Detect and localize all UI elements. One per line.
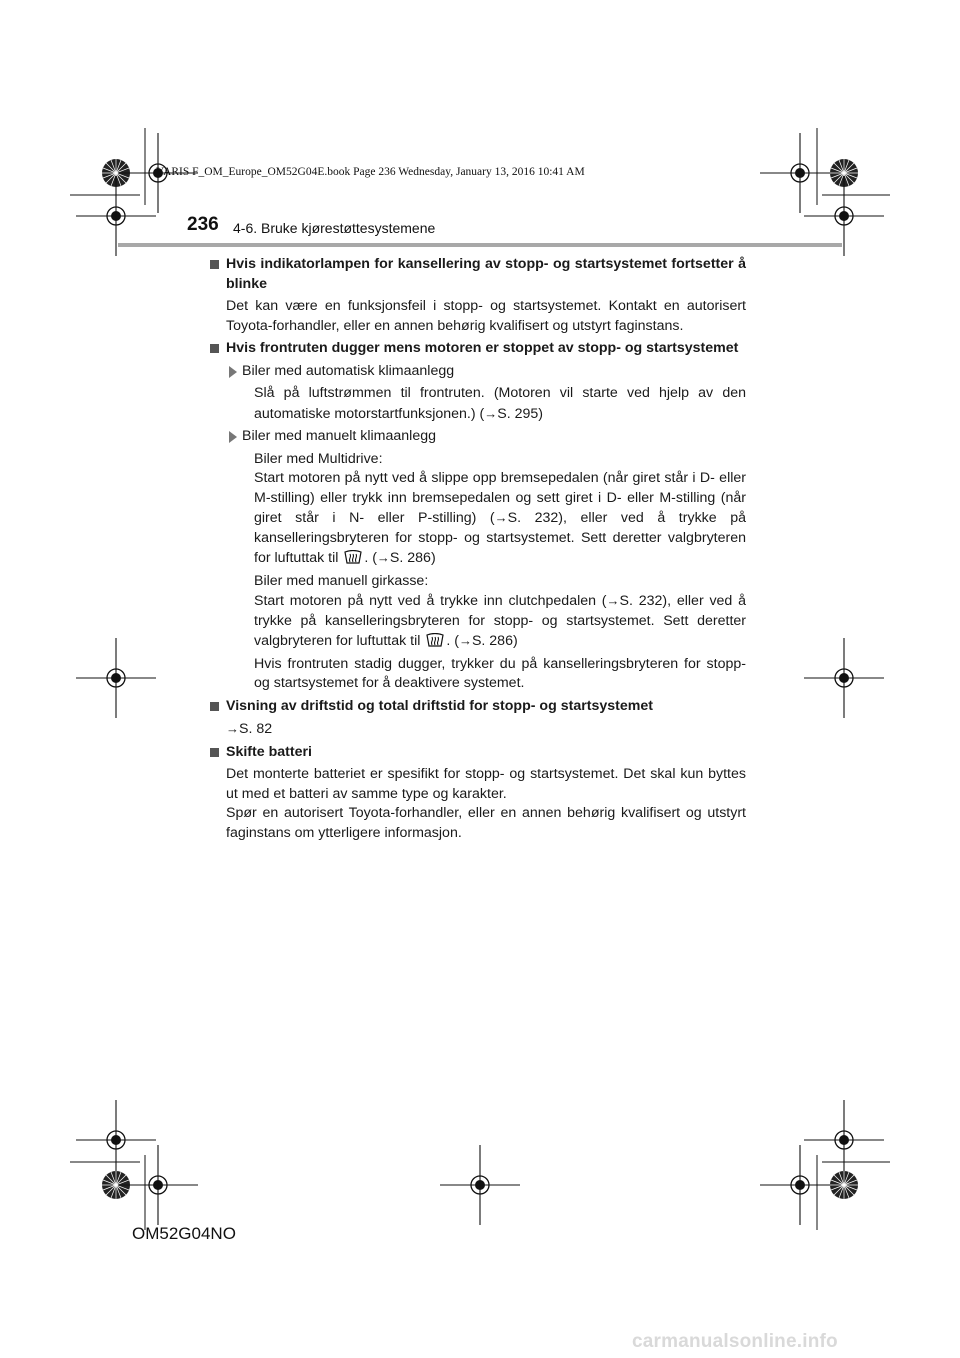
main-content (210, 255, 746, 846)
page-number: 236 (187, 214, 219, 235)
section-title: Visning av driftstid og total driftstid for stopp- og startsystemet (210, 697, 746, 717)
paragraph: Det monterte batteriet er spesifikt for stopp- og startsystemet. Det skal kun byttes ut med et batteri av samme type og karakter. Spør en autorisert Toyota-forhandler, eller en annen behørig kvalifisert og utstyrt faginstans om ytterligere informasjon. (226, 766, 746, 841)
reference-arrow-icon: → (494, 510, 508, 525)
paragraph-manual-gearbox: Biler med manuell girkasse: Start motoren på nytt ved å trykke inn clutchpedalen (→S. 232), eller ved å trykke på kanselleringsbryteren for stopp- og startsystemet. Sett deretter valgbryteren for luftuttak til . (→S. 286) (254, 572, 747, 649)
triangle-bullet-icon (229, 366, 237, 378)
reference-arrow-icon: → (376, 550, 390, 565)
windshield-defroster-icon (426, 633, 444, 647)
square-bullet-icon (210, 748, 219, 757)
section-title: Hvis frontruten dugger mens motoren er stoppet av stopp- og startsystemet (210, 339, 746, 359)
reference-arrow-icon: → (606, 593, 620, 608)
sub-heading-automatic-ac: Biler med automatisk klimaanlegg (226, 362, 746, 382)
triangle-bullet-icon (229, 431, 237, 443)
section-title: Skifte batteri (210, 743, 746, 763)
section-indicator-lamp (210, 255, 746, 336)
book-info-line: YARIS F_OM_Europe_OM52G04E.book Page 236 Wednesday, January 13, 2016 10:41 AM (156, 166, 585, 178)
windshield-defroster-icon (344, 550, 362, 564)
reference-arrow-icon: → (226, 721, 239, 736)
chapter-title: 4-6. Bruke kjørestøttesystemene (233, 220, 436, 236)
document-code: OM52G04NO (132, 1224, 236, 1243)
square-bullet-icon (210, 260, 219, 269)
section-battery-replacement (210, 743, 746, 844)
section-operating-time (210, 697, 746, 740)
paragraph-multidrive: Biler med Multidrive: Start motoren på nytt ved å slippe opp bremsepedalen (når giret står i D- eller M-stilling) eller trykk inn bremsepedalen og sett giret i D- eller M-stilling (når giret står i N- eller P-stilling) (→S. 232), eller ved å trykke på kanselleringsbryteren for stopp- og startsystemet. Sett deretter valgbryteren for luftuttak til . (→S. 286) (254, 450, 746, 566)
sub-heading-manual-ac: Biler med manuelt klimaanlegg (226, 427, 746, 447)
header-rule (118, 243, 842, 247)
section-windshield-fog (210, 339, 746, 694)
page-reference: →S. 82 (226, 721, 273, 737)
paragraph: Hvis frontruten stadig dugger, trykker du på kanselleringsbryteren for stopp- og startsystemet for å deaktivere systemet. (254, 655, 746, 691)
paragraph: Det kan være en funksjonsfeil i stopp- og startsystemet. Kontakt en autorisert Toyota-forhandler, eller en annen behørig kvalifisert og utstyrt faginstans. (226, 298, 746, 334)
reference-arrow-icon: → (484, 405, 498, 421)
reference-arrow-icon: → (458, 633, 472, 648)
watermark: carmanualsonline.info (632, 1331, 838, 1352)
paragraph: Slå på luftstrømmen til frontruten. (Motoren vil starte ved hjelp av den automatiske motorstartfunksjonen.) (→S. 295) (254, 385, 746, 422)
section-title: Hvis indikatorlampen for kansellering av stopp- og startsystemet fortsetter å blinke (210, 255, 746, 294)
square-bullet-icon (210, 702, 219, 711)
square-bullet-icon (210, 344, 219, 353)
